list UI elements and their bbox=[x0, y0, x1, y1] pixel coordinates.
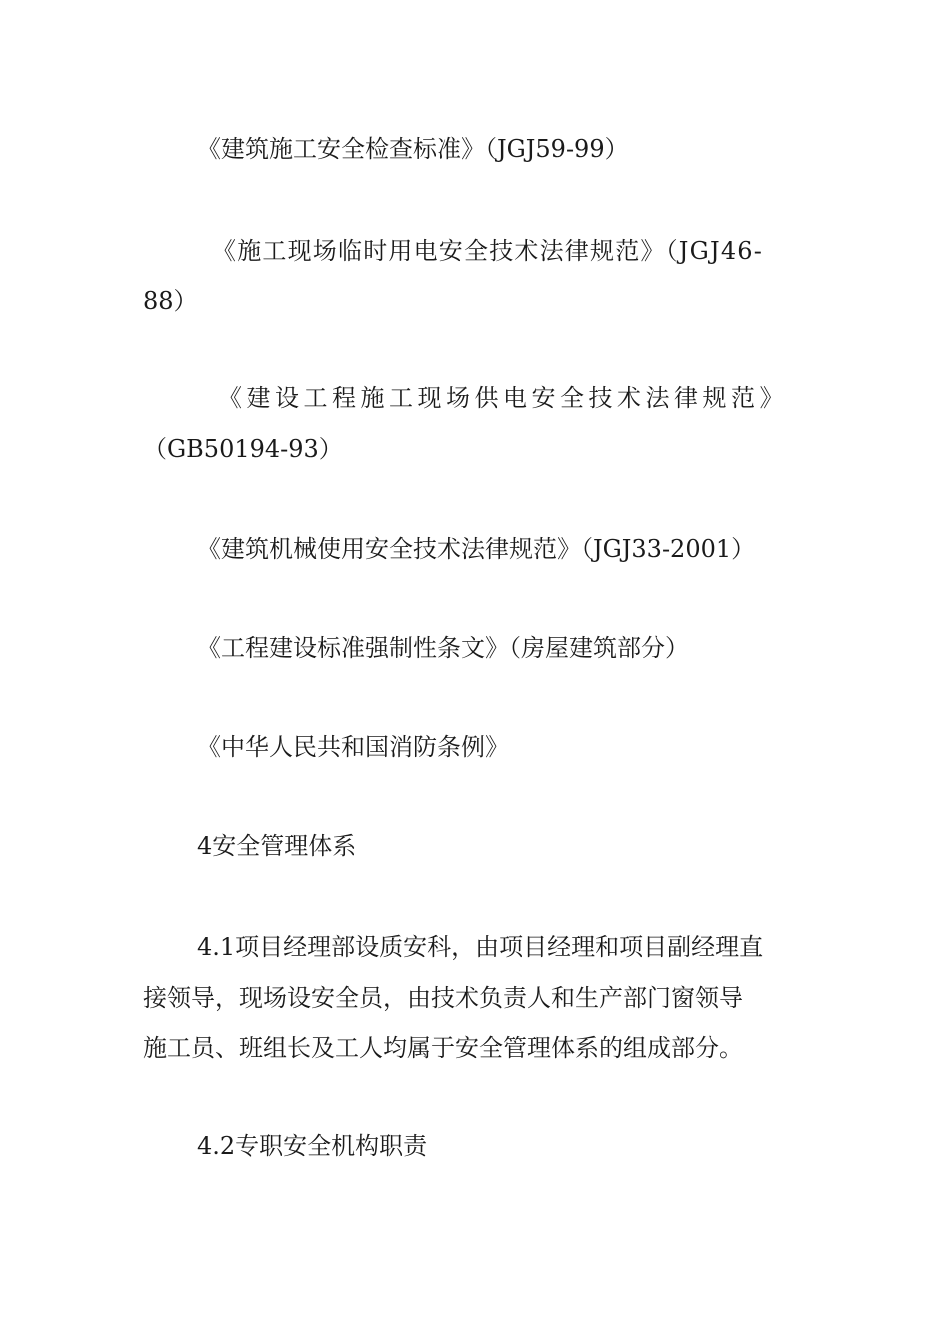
subsection-heading: 4.2专职安全机构职责 bbox=[197, 1132, 428, 1160]
standard-item: 《建筑施工安全检查标准》（JGJ59-99） bbox=[197, 135, 629, 163]
paragraph-line: 4.1项目经理部设质安科，由项目经理和项目副经理直 bbox=[197, 933, 764, 961]
standard-item: 《建筑机械使用安全技术法律规范》（JGJ33-2001） bbox=[197, 535, 756, 563]
standard-item-continuation: 88） bbox=[143, 287, 198, 315]
standard-item: 《施工现场临时用电安全技术法律规范》（JGJ46- bbox=[212, 237, 764, 265]
standard-item: 《中华人民共和国消防条例》 bbox=[197, 733, 509, 761]
paragraph-line: 接领导，现场设安全员，由技术负责人和生产部门窗领导 bbox=[143, 984, 743, 1012]
paragraph-line: 施工员、班组长及工人均属于安全管理体系的组成部分。 bbox=[143, 1034, 743, 1062]
standard-item: 《工程建设标准强制性条文》（房屋建筑部分） bbox=[197, 634, 689, 662]
standard-item-continuation: （GB50194-93） bbox=[143, 435, 343, 463]
standard-item: 《建设工程施工现场供电安全技术法律规范》 bbox=[218, 384, 788, 412]
section-heading: 4安全管理体系 bbox=[197, 832, 357, 860]
